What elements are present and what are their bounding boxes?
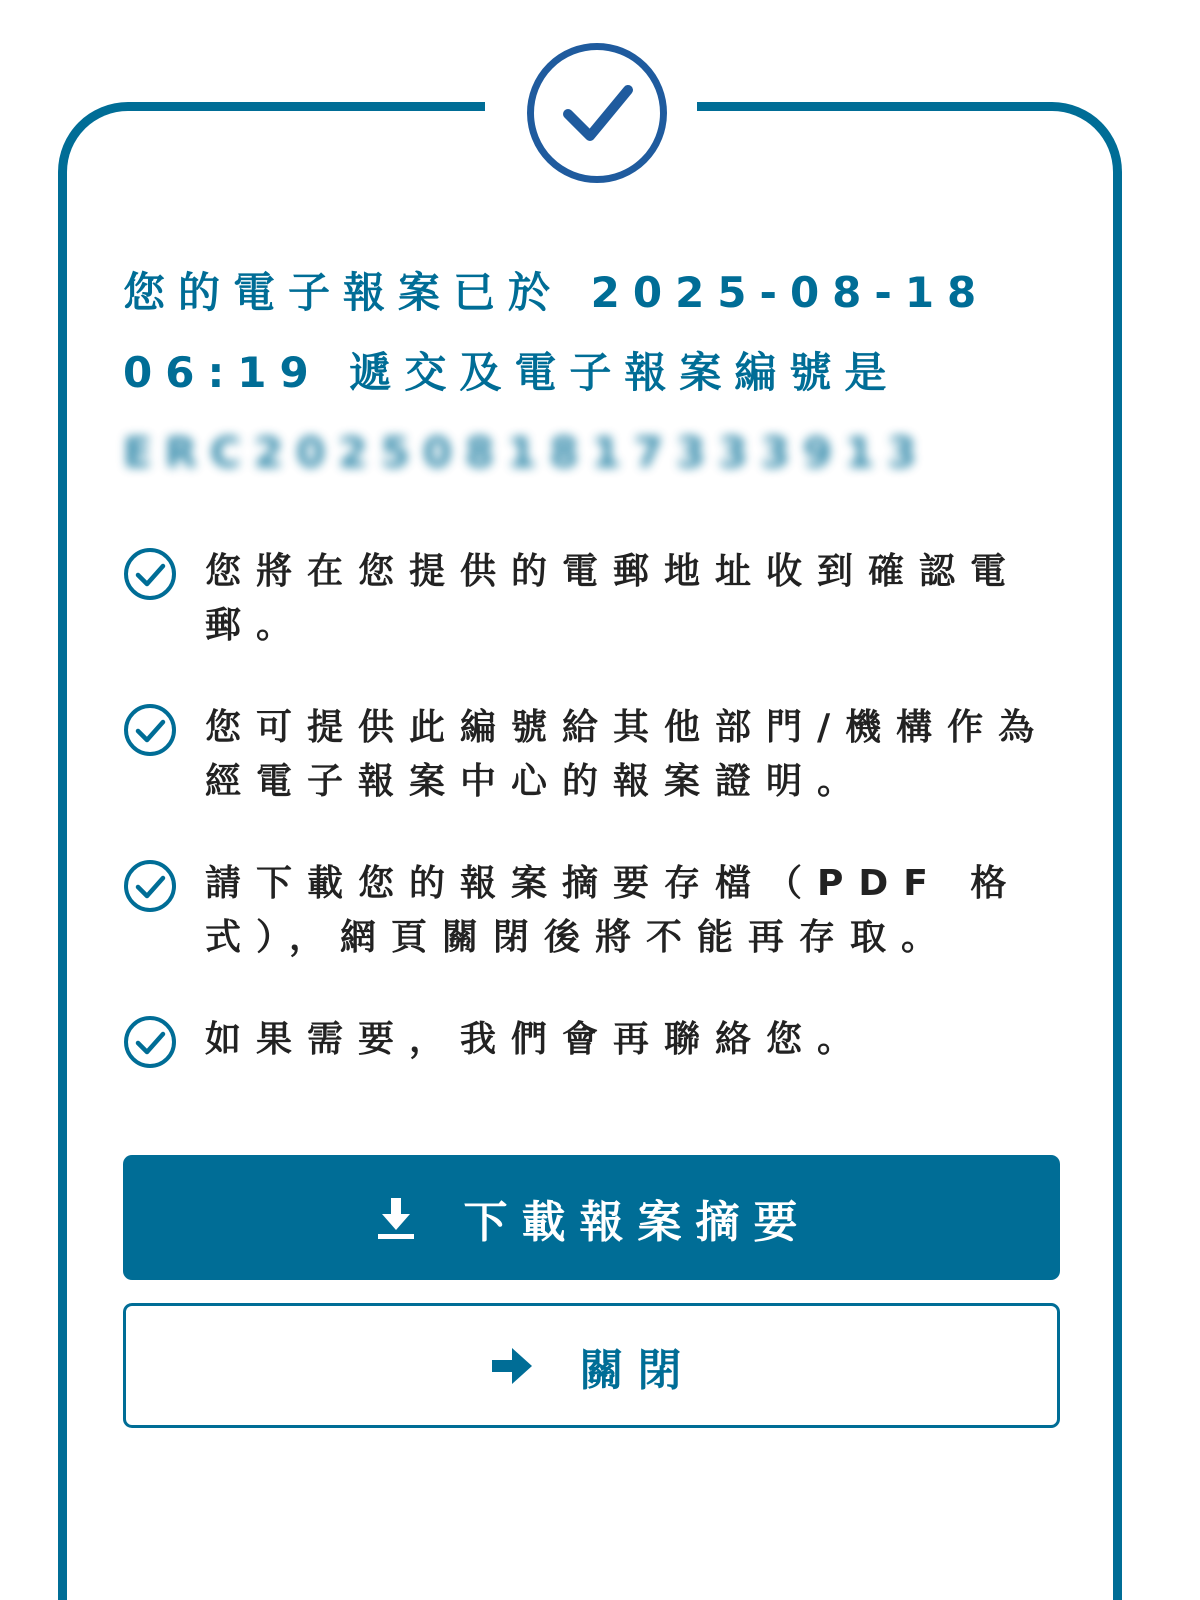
- confirmation-message: [123, 253, 1083, 493]
- confirmation-line-1: 您的電子報案已於 2025-08-18: [123, 268, 990, 317]
- note-line: 如果需要，我們會再聯絡您。: [205, 1019, 869, 1060]
- notes-list: [123, 545, 1083, 1115]
- note-line: 式），網頁關閉後將不能再存取。: [205, 917, 953, 958]
- note-text: [205, 857, 1083, 965]
- note-line: 您可提供此編號給其他部門/機構作為: [205, 707, 1050, 748]
- check-circle-icon: [123, 547, 177, 601]
- check-circle-icon: [123, 859, 177, 913]
- download-button-label: 下載報案摘要: [463, 1196, 812, 1248]
- note-line: 郵。: [205, 605, 308, 646]
- reference-number: ERC2025081817333913: [123, 428, 930, 477]
- check-circle-icon: [123, 703, 177, 757]
- success-check-icon: [527, 43, 667, 183]
- note-text: [205, 1013, 1083, 1067]
- check-circle-icon: [123, 1015, 177, 1069]
- arrow-right-icon: [488, 1342, 536, 1390]
- note-text: [205, 545, 1083, 653]
- close-button[interactable]: [123, 1303, 1060, 1428]
- note-item: [123, 857, 1083, 965]
- note-line: 經電子報案中心的報案證明。: [205, 761, 869, 802]
- note-item: [123, 545, 1083, 653]
- download-summary-button[interactable]: [123, 1155, 1060, 1280]
- download-icon: [372, 1194, 420, 1242]
- note-item: [123, 701, 1083, 809]
- note-text: [205, 701, 1083, 809]
- note-line: 請下載您的報案摘要存檔（PDF 格: [205, 863, 1022, 904]
- close-button-label: 關閉: [579, 1344, 696, 1396]
- note-item: [123, 1013, 1083, 1067]
- note-line: 您將在您提供的電郵地址收到確認電: [205, 551, 1022, 592]
- confirmation-line-2: 06:19 遞交及電子報案編號是: [123, 348, 900, 397]
